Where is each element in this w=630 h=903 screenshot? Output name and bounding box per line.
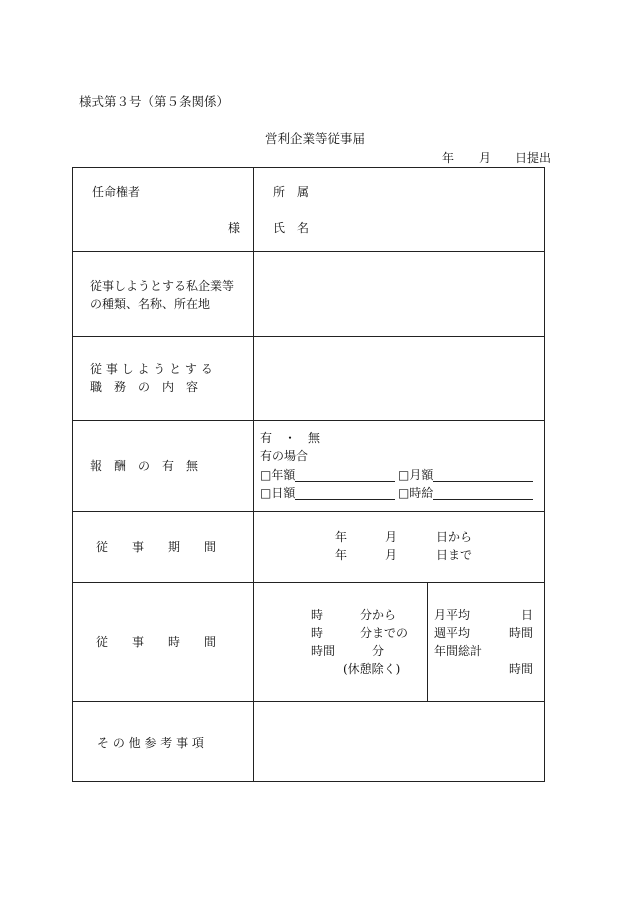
remuneration-if-yes: 有の場合 (260, 449, 309, 463)
duties-label-line1: 従 事 し よ う と す る (90, 362, 213, 376)
remuneration-label: 報 酬 の 有 無 (90, 459, 199, 473)
date-month: 月 (479, 151, 492, 165)
hours-subdivider (427, 582, 428, 701)
document-title: 営利企業等従事届 (264, 131, 365, 146)
monthly-average-label: 月平均 (434, 608, 471, 622)
row-divider (72, 251, 545, 252)
name-field[interactable] (330, 216, 530, 238)
duties-field[interactable] (256, 339, 542, 418)
other-notes-label: そ の 他 参 考 事 項 (97, 736, 204, 750)
period-label: 従 事 期 間 (96, 540, 217, 554)
period-until-day: 日まで (436, 548, 473, 562)
duties-label-line2: 職 務 の 内 容 (90, 380, 199, 394)
company-label-line2: の種類、名称、所在地 (90, 297, 211, 311)
affiliation-field[interactable] (330, 180, 530, 202)
monthly-amount-option[interactable] (398, 469, 533, 482)
other-notes-field[interactable] (256, 704, 542, 780)
annual-amount-label: □年額 (260, 468, 296, 482)
weekly-average-label: 週平均 (434, 626, 471, 640)
hours-excl-break: (休憩除く) (343, 662, 401, 676)
monthly-average-unit: 日 (521, 608, 534, 622)
hourly-wage-label: □時給 (398, 486, 434, 500)
date-day-submit: 日提出 (515, 151, 552, 165)
name-label: 氏 名 (273, 221, 310, 235)
row-divider (72, 336, 545, 337)
hours-label: 従 事 時 間 (96, 635, 217, 649)
company-field[interactable] (256, 254, 542, 334)
honorific-sama: 様 (228, 221, 241, 235)
daily-amount-field[interactable] (295, 487, 395, 500)
daily-amount-option[interactable] (260, 487, 395, 500)
appointer-label: 任命権者 (92, 185, 141, 199)
period-from-month: 月 (385, 530, 398, 544)
period-until-year: 年 (335, 548, 348, 562)
column-divider (253, 167, 254, 782)
hours-from-minute: 分から (360, 608, 397, 622)
daily-amount-label: □日額 (260, 486, 296, 500)
annual-total-label: 年間総計 (434, 644, 483, 658)
period-until-month: 月 (385, 548, 398, 562)
period-from-year: 年 (335, 530, 348, 544)
hourly-wage-option[interactable] (398, 487, 533, 500)
annual-amount-field[interactable] (295, 469, 395, 482)
annual-amount-option[interactable] (260, 469, 395, 482)
hours-until-hour: 時 (311, 626, 324, 640)
hours-total-hours: 時間 (311, 644, 336, 658)
company-label-line1: 従事しようとする私企業等 (90, 279, 235, 293)
remuneration-yes-no[interactable]: 有 ・ 無 (260, 431, 321, 445)
row-divider (72, 511, 545, 512)
date-year: 年 (442, 151, 455, 165)
hours-until-minute: 分までの (360, 626, 409, 640)
monthly-amount-field[interactable] (433, 469, 533, 482)
monthly-amount-label: □月額 (398, 468, 434, 482)
period-from-day: 日から (436, 530, 473, 544)
weekly-average-unit: 時間 (509, 626, 534, 640)
row-divider (72, 701, 545, 702)
hours-from-hour: 時 (311, 608, 324, 622)
annual-total-unit: 時間 (509, 662, 534, 676)
form-number: 様式第３号（第５条関係） (79, 94, 230, 109)
hourly-wage-field[interactable] (433, 487, 533, 500)
row-divider (72, 582, 545, 583)
affiliation-label: 所 属 (273, 185, 310, 199)
row-divider (72, 420, 545, 421)
hours-total-minutes: 分 (372, 644, 385, 658)
